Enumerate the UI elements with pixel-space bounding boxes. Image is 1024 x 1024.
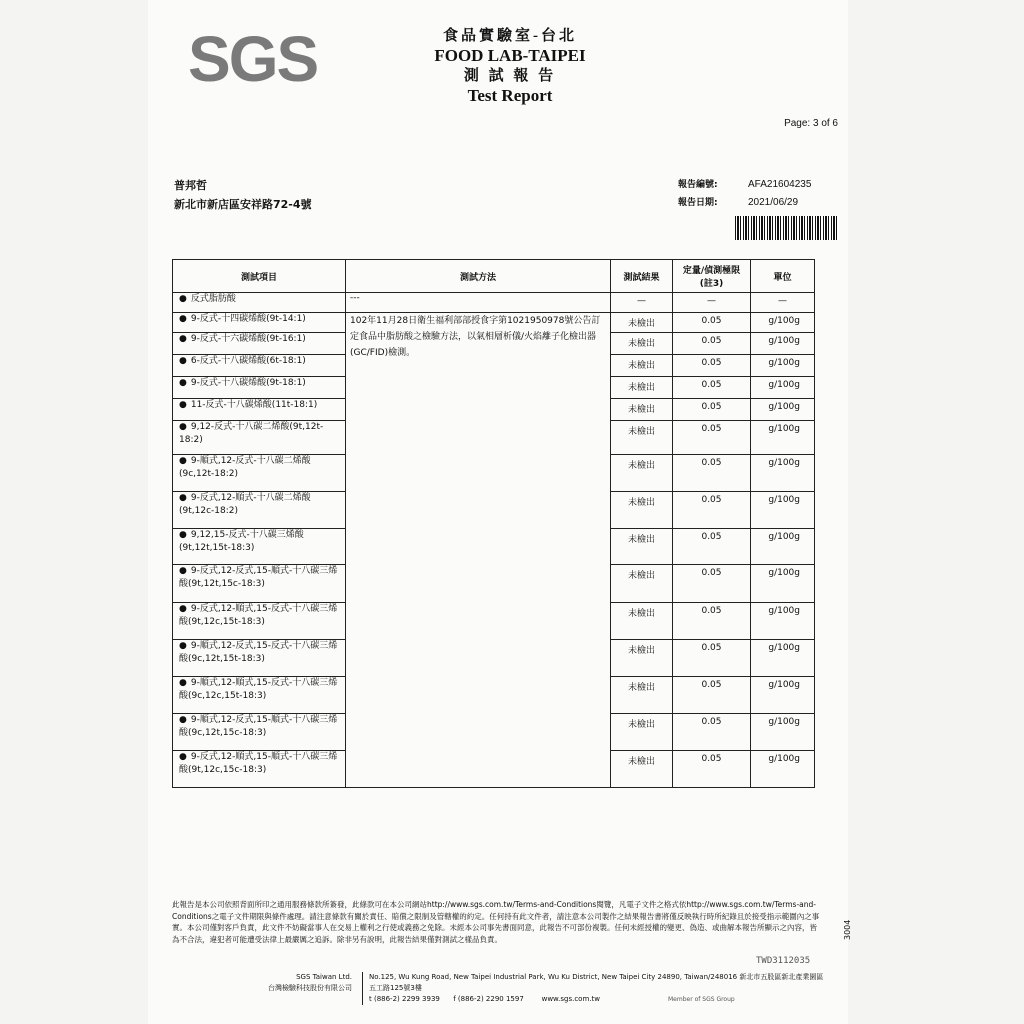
group-item-label: 反式脂肪酸 [190,294,236,304]
unit: g/100g [751,333,815,355]
test-result: 未檢出 [611,421,673,455]
bullet-icon: ● [179,400,187,410]
test-item [173,529,346,565]
unit: g/100g [751,399,815,421]
bullet-icon: ● [179,456,187,466]
report-title-en: Test Report [467,86,553,105]
group-result: — [611,293,673,313]
test-item [173,603,346,640]
test-result: 未檢出 [611,313,673,333]
bullet-icon: ● [179,641,187,651]
barcode [735,216,839,240]
detection-limit: 0.05 [673,714,751,751]
test-result: 未檢出 [611,377,673,399]
report-title-zh: 測 試 報 告 [463,68,557,84]
unit: g/100g [751,603,815,640]
detection-limit: 0.05 [673,640,751,677]
test-item [173,355,346,377]
test-method: 102年11月28日衛生福利部部授食字第1021950978號公告訂定食品中脂肪酸之檢驗方法，以氣相層析儀/火焰離子化檢出器(GC/FID)檢測。 [346,313,611,788]
report-date-value: 2021/06/29 [748,197,799,208]
test-item-label: 9-反式,12-順式,15-順式-十八碳三烯酸(9t,12c,15c-18:3) [179,752,338,775]
member-of-sgs: Member of SGS Group [668,996,735,1003]
unit: g/100g [751,751,815,788]
unit: g/100g [751,677,815,714]
bullet-icon: ● [179,422,187,432]
test-item-label: 11-反式-十八碳烯酸(11t-18:1) [190,400,318,410]
results-table [172,259,815,788]
bullet-icon: ● [179,604,187,614]
header-test-item: 測試項目 [173,260,346,293]
detection-limit: 0.05 [673,677,751,714]
table-header-row [173,260,815,293]
group-unit: — [751,293,815,313]
test-result: 未檢出 [611,492,673,529]
table-row [173,313,815,333]
page-number: Page: 3 of 6 [784,118,838,129]
test-item-label: 9,12-反式-十八碳二烯酸(9t,12t-18:2) [179,422,324,445]
test-result: 未檢出 [611,333,673,355]
lab-name-zh: 食品實驗室-台北 [443,28,577,44]
test-item-label: 9-反式-十八碳烯酸(9t-18:1) [190,378,306,388]
client-name: 普邦哲 [174,179,207,192]
report-date-label: 報告日期: [678,198,718,208]
test-item [173,640,346,677]
test-result: 未檢出 [611,565,673,603]
test-item-label: 9-順式,12-反式,15-反式-十八碳三烯酸(9c,12t,15t-18:3) [179,641,338,664]
group-item [173,293,346,313]
test-result: 未檢出 [611,455,673,492]
company-fax: f (886-2) 2290 1597 [453,995,524,1003]
company-web: www.sgs.com.tw [541,995,600,1003]
footer-disclaimer: 此報告是本公司依照背面所印之通用服務條款所簽發，此條款可在本公司網站http://www.sgs.com.tw/Terms-and-Conditions閱覽，凡電子文件之格式依http://www.sgs.com.tw/Terms-and-Conditions之電子文件期限與條件處理。請注意條款有關於責任、賠償之限制及管轄權的約定。任何持有此文件者，請注意本公司製作之結果報告書將僅反映執行時所紀錄且於接受指示範圍內之事實。本公司僅對客戶負責，此文件不妨礙當事人在交易上權利之行使或義務之免除。未經本公司事先書面同意，此報告不可部份複製。任何未經授權的變更、偽造、或曲解本報告所顯示之內容，皆為不合法，違犯者可能遭受法律上最嚴厲之追訴。除非另有說明，此報告結果僅對測試之樣品負責。 [172,900,820,944]
side-code: 3004 [843,919,852,940]
company-address: No.125, Wu Kung Road, New Taipei Industrial Park, Wu Ku District, New Taipei City 24890, Taiwan/248016 新北市五股區新北產業園區五工路125號3樓 [369,973,824,992]
test-item-label: 9-順式,12-反式-十八碳二烯酸(9c,12t-18:2) [179,456,311,479]
test-result: 未檢出 [611,399,673,421]
detection-limit: 0.05 [673,603,751,640]
test-item [173,421,346,455]
unit: g/100g [751,492,815,529]
test-result: 未檢出 [611,355,673,377]
test-item-label: 9,12,15-反式-十八碳三烯酸(9t,12t,15t-18:3) [179,530,304,553]
detection-limit: 0.05 [673,529,751,565]
test-item-label: 9-反式-十四碳烯酸(9t-14:1) [190,314,306,324]
company-phone: t (886-2) 2299 3939 [369,995,440,1003]
test-item [173,492,346,529]
bullet-icon: ● [179,294,187,304]
bullet-icon: ● [179,530,187,540]
detection-limit: 0.05 [673,565,751,603]
group-limit: — [673,293,751,313]
unit: g/100g [751,529,815,565]
unit: g/100g [751,455,815,492]
test-item-label: 9-順式,12-順式,15-反式-十八碳三烯酸(9c,12c,15t-18:3) [179,678,338,701]
bullet-icon: ● [179,678,187,688]
serial-number: TWD3112035 [756,956,811,966]
header-unit: 單位 [751,260,815,293]
detection-limit: 0.05 [673,492,751,529]
report-no-label: 報告編號: [678,180,718,190]
detection-limit: 0.05 [673,333,751,355]
unit: g/100g [751,714,815,751]
unit: g/100g [751,421,815,455]
test-item [173,714,346,751]
unit: g/100g [751,640,815,677]
client-address: 新北市新店區安祥路72-4號 [174,198,312,211]
group-method: --- [346,293,611,313]
report-no-value: AFA21604235 [748,179,812,190]
test-item-label: 9-反式,12-順式,15-反式-十八碳三烯酸(9t,12c,15t-18:3) [179,604,338,627]
test-item-label: 6-反式-十八碳烯酸(6t-18:1) [190,356,306,366]
detection-limit: 0.05 [673,751,751,788]
unit: g/100g [751,565,815,603]
bullet-icon: ● [179,715,187,725]
unit: g/100g [751,377,815,399]
bullet-icon: ● [179,752,187,762]
test-item [173,677,346,714]
client-block [174,176,312,214]
test-result: 未檢出 [611,677,673,714]
unit: g/100g [751,313,815,333]
test-item [173,455,346,492]
detection-limit: 0.05 [673,421,751,455]
group-row [173,293,815,313]
detection-limit: 0.05 [673,355,751,377]
header-test-method: 測試方法 [346,260,611,293]
bullet-icon: ● [179,356,187,366]
header-test-result: 測試結果 [611,260,673,293]
header-detection-limit: 定量/偵測極限(註3) [673,260,751,293]
report-header [400,26,620,106]
company-name-en: SGS Taiwan Ltd. [296,973,352,981]
bullet-icon: ● [179,378,187,388]
test-item-label: 9-反式,12-反式,15-順式-十八碳三烯酸(9t,12t,15c-18:3) [179,566,338,589]
detection-limit: 0.05 [673,399,751,421]
bullet-icon: ● [179,334,187,344]
company-name-zh: 台灣檢驗科技股份有限公司 [268,984,352,992]
test-item-label: 9-順式,12-反式,15-順式-十八碳三烯酸(9c,12t,15c-18:3) [179,715,338,738]
test-result: 未檢出 [611,529,673,565]
test-result: 未檢出 [611,640,673,677]
unit: g/100g [751,355,815,377]
bullet-icon: ● [179,493,187,503]
bullet-icon: ● [179,314,187,324]
lab-name-en: FOOD LAB-TAIPEI [434,46,586,65]
report-meta [678,176,811,212]
test-item [173,751,346,788]
test-item-label: 9-反式-十六碳烯酸(9t-16:1) [190,334,306,344]
test-result: 未檢出 [611,714,673,751]
test-result: 未檢出 [611,751,673,788]
test-item [173,399,346,421]
bullet-icon: ● [179,566,187,576]
test-result: 未檢出 [611,603,673,640]
test-item-label: 9-反式,12-順式-十八碳二烯酸(9t,12c-18:2) [179,493,311,516]
test-item [173,333,346,355]
test-item [173,377,346,399]
sgs-logo: SGS [188,23,318,95]
detection-limit: 0.05 [673,377,751,399]
detection-limit: 0.05 [673,455,751,492]
test-item [173,313,346,333]
detection-limit: 0.05 [673,313,751,333]
test-item [173,565,346,603]
